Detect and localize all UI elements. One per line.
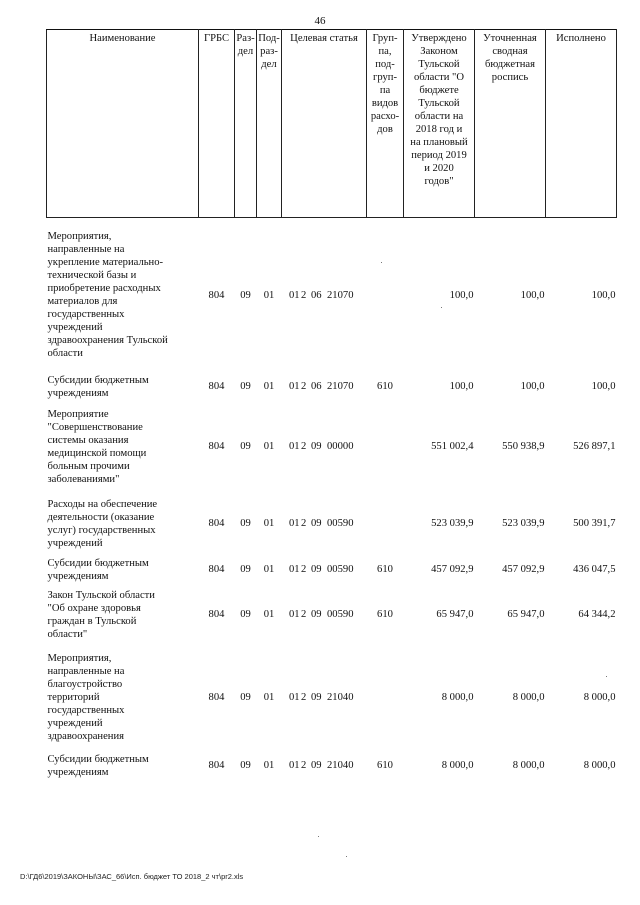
target-article-part: 01: [289, 289, 300, 301]
target-article-part: 01: [289, 760, 300, 771]
row-section: 09: [240, 609, 251, 620]
row-section: 09: [240, 564, 251, 575]
row-name: Расходы на обеспечение деятельности (оказание услуг) государственных учреждений: [47, 498, 158, 549]
table-body: [47, 218, 617, 782]
row-refined: 100,0: [520, 381, 545, 392]
target-article-part: 21040: [327, 691, 354, 703]
table-row: [47, 401, 617, 493]
row-target-article: [282, 750, 367, 782]
row-subsection: 01: [263, 609, 275, 620]
row-approved: 8 000,0: [441, 760, 474, 771]
row-approved: 8 000,0: [441, 691, 474, 703]
target-article-part: 09: [311, 564, 322, 575]
table-row: [47, 493, 617, 555]
row-section: 09: [240, 760, 251, 771]
row-subsection: 01: [263, 289, 275, 301]
row-grbs: 804: [208, 609, 225, 620]
target-article-part: 06: [311, 381, 322, 392]
page-number: 46: [314, 15, 326, 27]
table-row: [47, 750, 617, 782]
target-article-part: 01: [289, 381, 300, 392]
row-executed: 500 391,7: [573, 518, 616, 529]
row-section: 09: [240, 289, 251, 301]
row-target-article: [282, 373, 367, 401]
row-section: 09: [240, 691, 251, 703]
row-name: Мероприятия, направленные на благоустройство территорий государственных учреждений здравоохранения: [47, 652, 125, 742]
target-article-part: 2: [301, 289, 307, 301]
row-subsection: 01: [263, 518, 275, 529]
row-approved: 551 002,4: [431, 441, 474, 452]
target-article-part: 01: [289, 441, 300, 452]
row-expense-type: [367, 218, 404, 373]
target-article-part: 01: [289, 518, 300, 529]
scan-speck: [381, 262, 382, 263]
header-executed: Исполнено: [546, 30, 617, 218]
target-article-part: 00590: [327, 518, 354, 529]
row-grbs: 804: [208, 564, 225, 575]
target-article-part: 2: [301, 609, 307, 620]
row-expense-type: 610: [377, 609, 393, 620]
row-approved: 65 947,0: [436, 609, 474, 620]
row-approved: 100,0: [449, 289, 474, 301]
row-target-article: [282, 645, 367, 750]
row-target-article: [282, 218, 367, 373]
target-article-part: 01: [289, 691, 300, 703]
target-article-part: 09: [311, 518, 322, 529]
header-expense-type: Груп- па, под- груп- па видов расхо- дов: [367, 30, 404, 218]
target-article-part: 09: [311, 609, 322, 620]
row-subsection: 01: [263, 441, 275, 452]
budget-table: [46, 29, 617, 782]
row-subsection: 01: [263, 564, 275, 575]
target-article-part: 2: [301, 518, 307, 529]
row-section: 09: [240, 518, 251, 529]
scan-speck: [346, 856, 347, 857]
table-header: [47, 30, 617, 218]
table-row: [47, 218, 617, 373]
table-row: [47, 373, 617, 401]
target-article-part: 01: [289, 564, 300, 575]
target-article-part: 00590: [327, 609, 354, 620]
row-executed: 436 047,5: [573, 564, 616, 575]
target-article-part: 2: [301, 691, 307, 703]
target-article-part: 09: [311, 691, 322, 703]
table-row: [47, 585, 617, 645]
row-approved: 457 092,9: [431, 564, 474, 575]
row-expense-type: 610: [377, 760, 393, 771]
row-refined: 100,0: [520, 289, 545, 301]
scan-speck: [441, 307, 442, 308]
row-expense-type: 610: [377, 381, 393, 392]
row-approved: 100,0: [449, 381, 474, 392]
target-article-part: 21070: [327, 289, 354, 301]
row-expense-type: [367, 401, 404, 493]
row-executed: 100,0: [591, 289, 616, 301]
row-grbs: 804: [208, 760, 225, 771]
row-grbs: 804: [208, 691, 225, 703]
row-name: Субсидии бюджетным учреждениям: [47, 374, 149, 399]
row-name: Мероприятия, направленные на укрепление материально- технической базы и приобретение расходных материалов для государственных учреждений здравоохранения Тульской области: [47, 231, 168, 360]
row-grbs: 804: [208, 441, 225, 452]
header-name: Наименование: [47, 30, 199, 218]
row-subsection: 01: [263, 760, 275, 771]
row-executed: 526 897,1: [573, 441, 616, 452]
row-refined: 65 947,0: [507, 609, 545, 620]
header-grbs: ГРБС: [199, 30, 235, 218]
header-refined: Уточненная сводная бюджетная роспись: [475, 30, 546, 218]
target-article-part: 2: [301, 760, 307, 771]
header-section: Раз- дел: [235, 30, 257, 218]
row-expense-type: [367, 493, 404, 555]
row-grbs: 804: [208, 289, 225, 301]
row-grbs: 804: [208, 518, 225, 529]
target-article-part: 21070: [327, 381, 354, 392]
scan-speck: [318, 836, 319, 837]
row-name: Субсидии бюджетным учреждениям: [47, 753, 149, 778]
footer-file-path: D:\ГД6\2019\ЗАКОНЫ\ЗАС_66\Исп. бюджет ТО 2018_2 чт\pr2.xls: [20, 872, 244, 881]
row-refined: 8 000,0: [512, 760, 545, 771]
row-section: 09: [240, 381, 251, 392]
row-section: 09: [240, 441, 251, 452]
row-target-article: [282, 493, 367, 555]
target-article-part: 00000: [327, 441, 354, 452]
row-target-article: [282, 555, 367, 585]
row-executed: 100,0: [591, 381, 616, 392]
row-name: Закон Тульской области "Об охране здоровья граждан в Тульской области": [47, 589, 155, 640]
row-grbs: 804: [208, 381, 225, 392]
row-subsection: 01: [263, 381, 275, 392]
row-subsection: 01: [263, 691, 275, 703]
row-executed: 8 000,0: [583, 691, 616, 703]
target-article-part: 21040: [327, 760, 354, 771]
target-article-part: 01: [289, 609, 300, 620]
header-target-article: Целевая статья: [282, 30, 367, 218]
table-row: [47, 645, 617, 750]
target-article-part: 2: [301, 441, 307, 452]
row-expense-type: [367, 645, 404, 750]
target-article-part: 2: [301, 381, 307, 392]
table-row: [47, 555, 617, 585]
target-article-part: 2: [301, 564, 307, 575]
row-refined: 457 092,9: [502, 564, 545, 575]
row-approved: 523 039,9: [431, 518, 474, 529]
row-expense-type: 610: [377, 564, 393, 575]
row-refined: 523 039,9: [502, 518, 545, 529]
row-executed: 64 344,2: [578, 609, 616, 620]
header-approved: Утверждено Законом Тульской области "О бюджете Тульской области на 2018 год и на плановый период 2019 и 2020 годов": [404, 30, 475, 218]
target-article-part: 09: [311, 441, 322, 452]
row-executed: 8 000,0: [583, 760, 616, 771]
scan-speck: [606, 676, 607, 677]
target-article-part: 00590: [327, 564, 354, 575]
target-article-part: 06: [311, 289, 322, 301]
row-target-article: [282, 585, 367, 645]
header-subsection: Под- раз- дел: [257, 30, 282, 218]
header-row: [47, 30, 617, 218]
row-refined: 8 000,0: [512, 691, 545, 703]
row-refined: 550 938,9: [502, 441, 545, 452]
row-target-article: [282, 401, 367, 493]
row-name: Субсидии бюджетным учреждениям: [47, 557, 149, 582]
target-article-part: 09: [311, 760, 322, 771]
row-name: Мероприятие "Совершенствование системы оказания медицинской помощи больным прочими заболеваниями": [47, 408, 147, 485]
